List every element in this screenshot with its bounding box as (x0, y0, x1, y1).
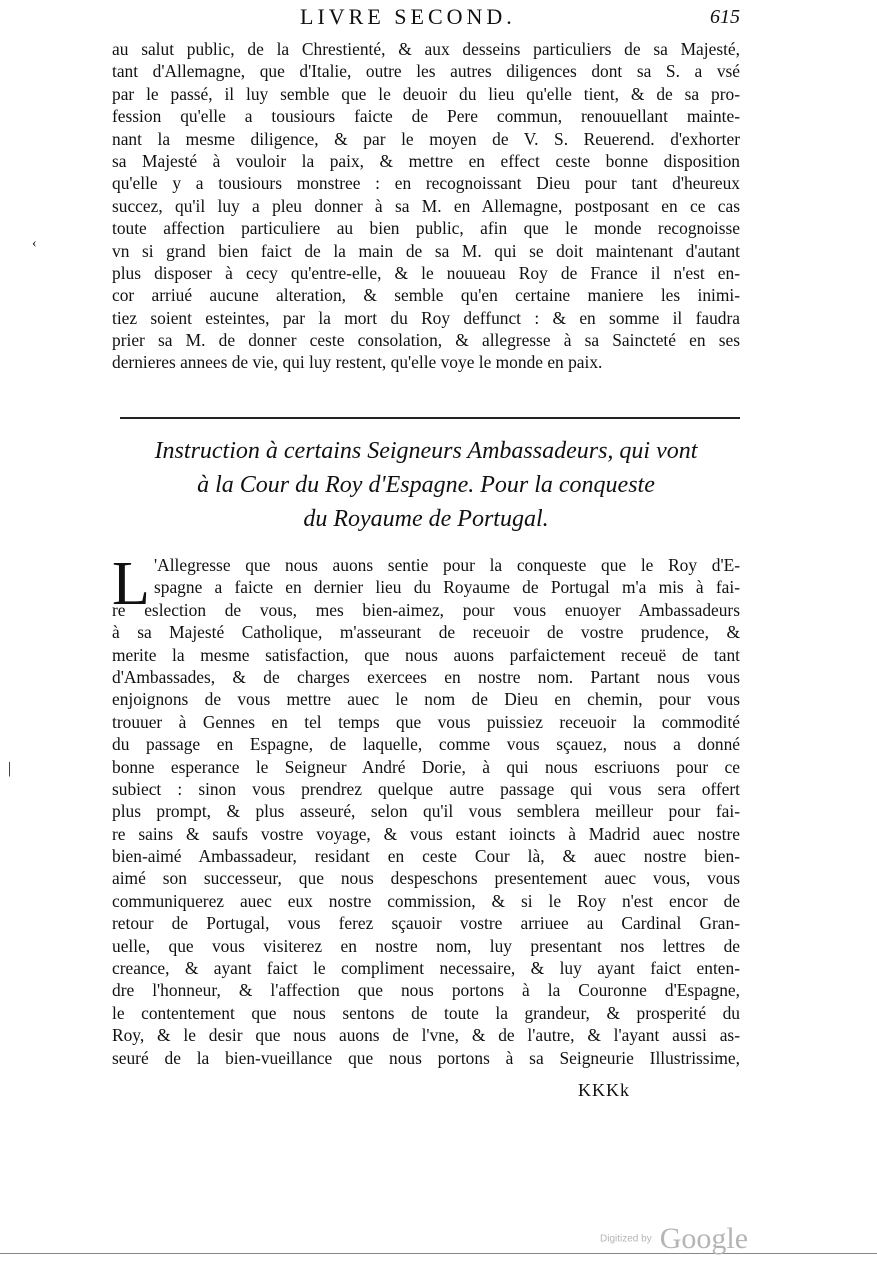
watermark-small-text: Digitized by (600, 1233, 652, 1245)
text-line: au salut public, de la Chrestienté, & aux desseins particuliers de sa Majesté, (112, 39, 740, 59)
section-rule (120, 417, 740, 419)
text-line: subiect : sinon vous prendrez quelque autre passage qui vous sera offert (112, 778, 740, 799)
text-line: Roy, & le desir que nous auons de l'vne, & de l'autre, & l'ayant aussi as- (112, 1025, 740, 1046)
text-line: plus prompt, & plus asseuré, selon qu'il vous semblera meilleur pour fai- (112, 801, 740, 822)
text-line: seuré de la bien-vueillance que nous portons à sa Seigneurie Illustrissime, (112, 1047, 740, 1068)
text-line: communiquerez auec eux nostre commission, & si le Roy n'est encor de (112, 890, 740, 911)
margin-mark: ‹ (32, 236, 37, 251)
text-line: vn si grand bien faict de la main de sa M. qui se doit maintenant d'autant (112, 240, 740, 261)
text-line: prier sa M. de donner ceste consolation, & allegresse à sa Saincteté en ses (112, 330, 740, 351)
text-line: sa Majesté à vouloir la paix, & mettre en effect ceste bonne disposition (112, 150, 740, 171)
catchword: KKKk (578, 1080, 630, 1100)
margin-mark: | (8, 760, 12, 777)
title-line: à la Cour du Roy d'Espagne. Pour la conqueste (197, 472, 655, 498)
text-line: trouuer à Gennes en tel temps que vous puissiez receuoir la commodité (112, 711, 740, 732)
title-line: du Royaume de Portugal. (303, 506, 549, 532)
text-line: le contentement que nous sentons de toute la grandeur, & prosperité du (112, 1002, 740, 1023)
top-paragraph (112, 38, 740, 374)
text-line: toute affection particuliere au bien public, afin que le monde recognoisse (112, 218, 740, 239)
text-line: cor arriué aucune alteration, & semble qu'en certaine maniere les inimi- (112, 285, 740, 306)
text-line: uelle, que vous visiterez en nostre nom, luy presentant nos lettres de (112, 935, 740, 956)
text-line: d'Ambassades, & de charges exercees en nostre nom. Partant nous vous (112, 666, 740, 687)
text-line: fession qu'elle a tousiours faicte de Pere commun, renouuellant mainte- (112, 106, 740, 127)
text-line: bonne esperance le Seigneur André Dorie, à qui nous escriuons pour ce (112, 756, 740, 777)
page-header (120, 4, 740, 30)
text-line: aimé son successeur, que nous despeschons presentement auec vous, vous (112, 868, 740, 889)
text-line: re sains & saufs vostre voyage, & vous estant ioincts à Madrid auec nostre (112, 823, 740, 844)
text-line: tant d'Allemagne, que d'Italie, outre les autres diligences dont sa S. a vsé (112, 61, 740, 82)
text-line: creance, & ayant faict le compliment necessaire, & luy ayant faict enten- (112, 958, 740, 979)
text-line: bien-aimé Ambassadeur, residant en ceste Cour là, & auec nostre bien- (112, 846, 740, 867)
text-line: 'Allegresse que nous auons sentie pour la conqueste que le Roy d'E- (154, 555, 740, 575)
title-line: Instruction à certains Seigneurs Ambassadeurs, qui vont (154, 438, 698, 464)
page-number: 615 (710, 6, 740, 28)
text-line: par le passé, il luy semble que le deuoir du lieu qu'elle tient, & de sa pro- (112, 83, 740, 104)
text-line: enjoignons de vous mettre auec le nom de Dieu en chemin, pour vous (112, 689, 740, 710)
text-line: spagne a faicte en dernier lieu du Royaume de Portugal m'a mis à fai- (154, 577, 740, 598)
digitized-watermark (600, 1222, 748, 1256)
text-line: à sa Majesté Catholique, m'asseurant de receuoir de vostre prudence, & (112, 622, 740, 643)
text-line: retour de Portugal, vous ferez sçauoir vostre arriuee au Cardinal Gran- (112, 913, 740, 934)
text-line: plus disposer à cecy qu'entre-elle, & le nouueau Roy de France il n'est en- (112, 262, 740, 283)
body-paragraph (112, 550, 740, 1069)
text-line: du passage en Espagne, de laquelle, comme vous sçauez, nous a donné (112, 734, 740, 755)
text-line: qu'elle y a tousiours monstree : en recognoissant Dieu pour tant d'heureux (112, 173, 740, 194)
text-line: dre l'honneur, & l'affection que nous portons à la Couronne d'Espagne, (112, 980, 740, 1001)
text-line: tiez soient esteintes, par la mort du Roy deffunct : & en somme il faudra (112, 307, 740, 328)
section-title (112, 434, 740, 536)
text-line: re eslection de vous, mes bien-aimez, pour vous enuoyer Ambassadeurs (112, 599, 740, 620)
text-line: merite la mesme satisfaction, que nous auons parfaictement receuë de tant (112, 644, 740, 665)
google-logo: Google (659, 1222, 749, 1255)
text-line: succez, qu'il luy a pleu donner à sa M. en Allemagne, postposant en ce cas (112, 195, 740, 216)
text-line: nant la mesme diligence, & par le moyen de V. S. Reuerend. d'exhorter (112, 128, 740, 149)
running-head: LIVRE SECOND. (300, 4, 516, 29)
drop-cap: L (112, 550, 150, 618)
text-line: dernieres annees de vie, qui luy restent, qu'elle voye le monde en paix. (112, 352, 603, 373)
